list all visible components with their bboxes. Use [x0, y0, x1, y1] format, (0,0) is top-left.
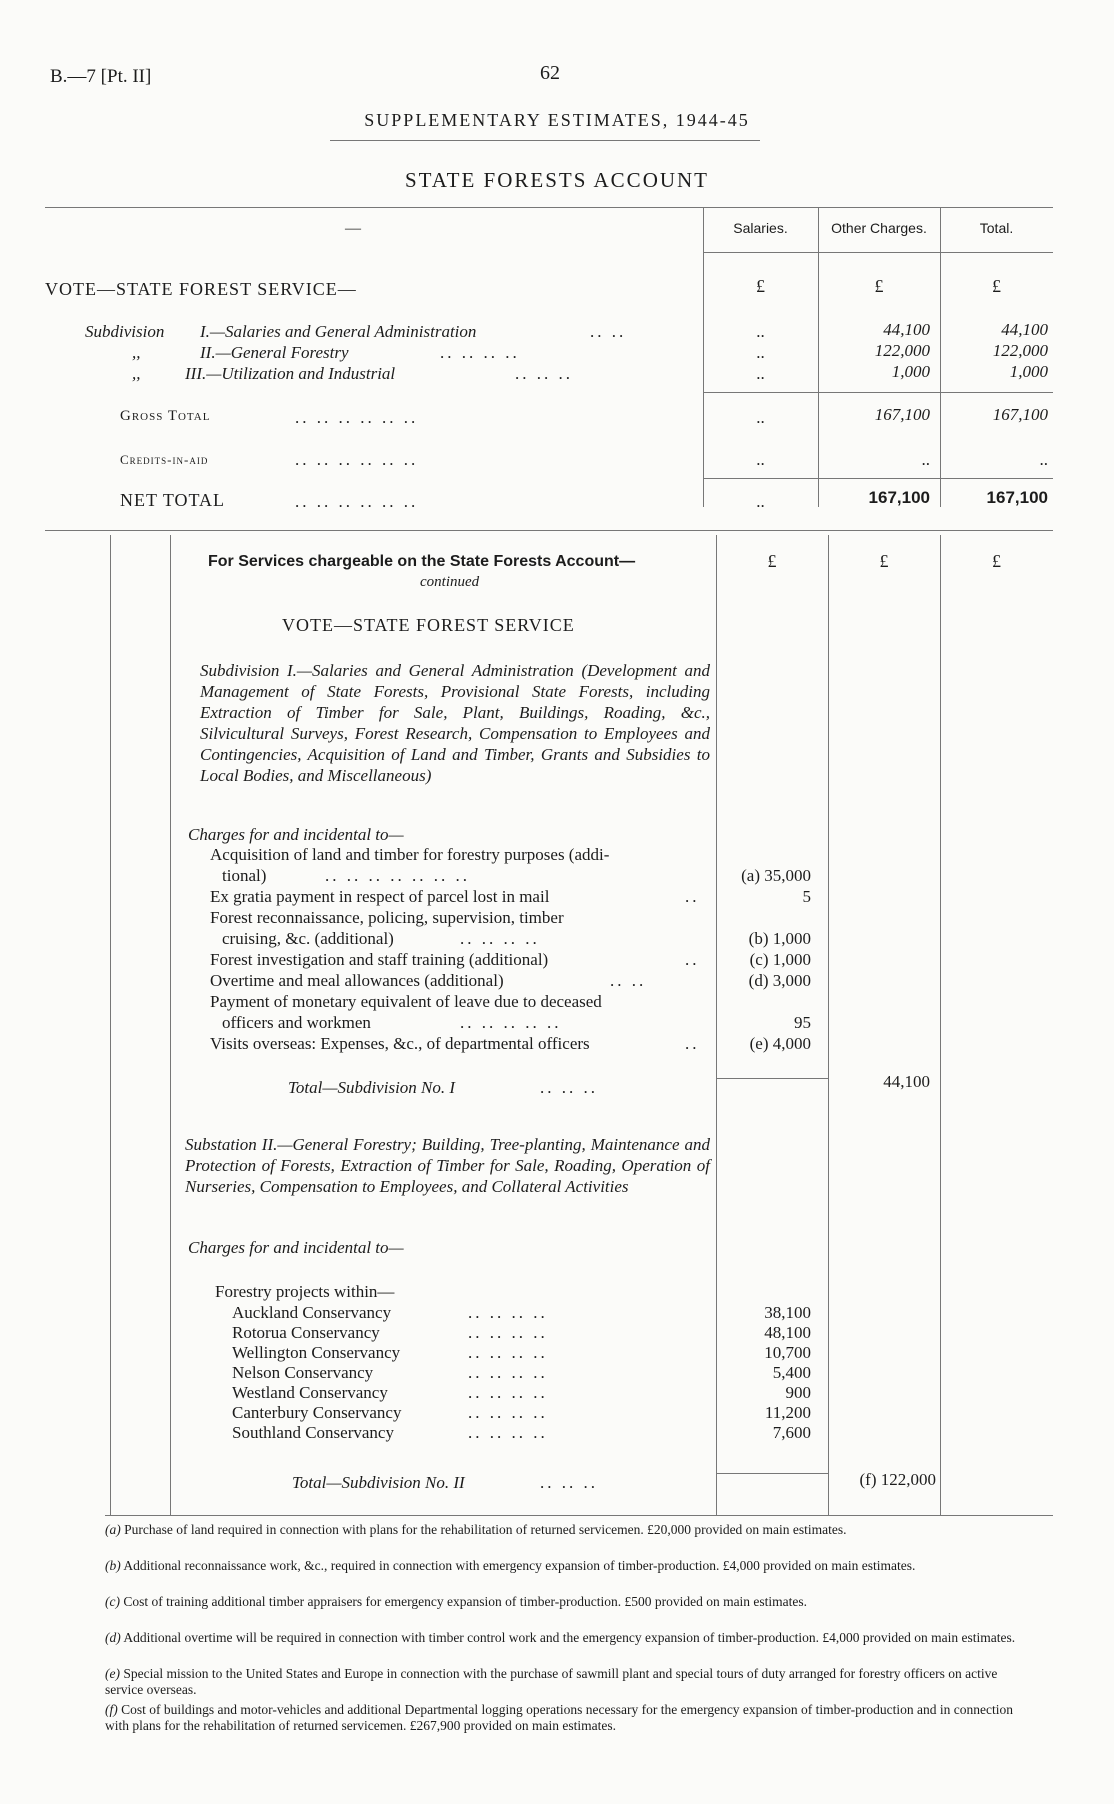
row-dots: .. .. ..	[515, 364, 573, 383]
sub1-item-dots: ..	[685, 887, 700, 906]
sub2-total-rule	[716, 1473, 828, 1474]
footnote-tag: (f)	[105, 1702, 118, 1717]
net-other: 167,100	[868, 488, 930, 507]
detail-heading: For Services chargeable on the State Forests Account—	[208, 553, 636, 570]
sub2-item-amount: 5,400	[772, 1363, 811, 1382]
sub2-total-dots: .. .. ..	[540, 1473, 598, 1492]
summary-top-rule	[45, 207, 1053, 208]
footnote	[105, 1666, 1020, 1698]
row-label: II.—General Forestry	[200, 343, 349, 362]
footnote-text: Cost of training additional timber appraisers for emergency expansion of timber-production. £500 provided on main estimates.	[123, 1594, 808, 1609]
detail-col-divider-2	[828, 535, 829, 1515]
sub2-description: Substation II.—General Forestry; Building, Tree-planting, Maintenance and Protection of Forests, Extraction of Timber for Sale, Roading, Operation of Nurseries, Compensation to Employees, and Collateral Activities	[185, 1135, 710, 1196]
sub2-total-label: Total—Subdivision No. II	[292, 1473, 465, 1492]
currency-total: £	[992, 276, 1001, 296]
row-salaries: ..	[756, 364, 765, 383]
net-rule	[703, 478, 1053, 479]
footnote-text: Additional overtime will be required in connection with timber control work and the emergency expansion of timber-production. £4,000 provided on main estimates.	[123, 1630, 1016, 1645]
sub2-item-amount: 7,600	[772, 1423, 811, 1442]
footnote-tag: (d)	[105, 1630, 121, 1645]
sub1-item-line1: Forest reconnaissance, policing, supervision, timber	[210, 908, 564, 927]
detail-currency-1: £	[767, 551, 777, 571]
sub1-item-dots: ..	[685, 1034, 700, 1053]
gross-salaries: ..	[756, 408, 765, 427]
sub1-item-line1: Overtime and meal allowances (additional)	[210, 971, 504, 990]
sub1-item-dots: .. .. .. ..	[460, 929, 540, 948]
gross-total-label: Gross Total	[120, 408, 211, 424]
sub2-item-dots: .. .. .. ..	[468, 1403, 548, 1422]
detail-left-border	[110, 535, 111, 1515]
row-label-prefix: ,,	[132, 364, 141, 383]
row-label-prefix: ,,	[132, 343, 141, 362]
sub2-item-amount: 11,200	[764, 1403, 811, 1422]
sub2-item-dots: .. .. .. ..	[468, 1303, 548, 1322]
row-total: 44,100	[1001, 320, 1048, 339]
sub1-item-dots: .. .. .. .. .. .. ..	[325, 866, 470, 885]
detail-col-divider-3	[940, 535, 941, 1515]
row-salaries: ..	[756, 322, 765, 341]
document-reference: B.—7 [Pt. II]	[50, 66, 152, 87]
net-salaries: ..	[756, 492, 765, 511]
sub1-item-dots: .. ..	[610, 971, 647, 990]
currency-salaries: £	[756, 276, 765, 296]
sub2-item-dots: .. .. .. ..	[468, 1383, 548, 1402]
credits-dots: .. .. .. .. .. ..	[295, 450, 419, 469]
detail-currency-2: £	[879, 551, 889, 571]
sub1-item-amount: 95	[794, 1013, 811, 1032]
sub2-item-dots: .. .. .. ..	[468, 1343, 548, 1362]
sub2-item-dots: .. .. .. ..	[468, 1323, 548, 1342]
sub1-item-dots: .. .. .. .. ..	[460, 1013, 562, 1032]
sub2-item-label: Auckland Conservancy	[232, 1303, 392, 1322]
sub2-charges-label: Charges for and incidental to—	[188, 1238, 404, 1257]
footnote-text: Additional reconnaissance work, &c., required in connection with emergency expansion of timber-production. £4,000 provided on main estimates.	[123, 1558, 916, 1573]
sub1-item-line2: cruising, &c. (additional)	[222, 929, 394, 948]
footnote-tag: (a)	[105, 1522, 121, 1537]
header-salaries: Salaries.	[733, 220, 788, 236]
sub1-total-label: Total—Subdivision No. I	[288, 1078, 456, 1097]
sub1-item-line1: Payment of monetary equivalent of leave due to deceased	[210, 992, 602, 1011]
row-other: 122,000	[874, 341, 930, 360]
sub2-item-dots: .. .. .. ..	[468, 1423, 548, 1442]
sub1-item-dots: ..	[685, 950, 700, 969]
sub1-total-rule	[716, 1078, 828, 1079]
sub1-item-amount: (e) 4,000	[749, 1034, 811, 1053]
sub2-item-label: Westland Conservancy	[232, 1383, 388, 1402]
sub1-item-line1: Acquisition of land and timber for forestry purposes (addi-	[210, 845, 610, 864]
gross-total: 167,100	[992, 405, 1048, 424]
row-other: 1,000	[891, 362, 930, 381]
sub1-item-amount: (a) 35,000	[741, 866, 811, 885]
row-dots: .. .. .. ..	[440, 343, 520, 362]
row-dots: .. ..	[590, 322, 627, 341]
sub1-item-line1: Ex gratia payment in respect of parcel lost in mail	[210, 887, 550, 906]
header-other-charges: Other Charges.	[831, 220, 927, 236]
currency-other: £	[874, 276, 884, 296]
sub1-total-amount: 44,100	[883, 1072, 930, 1091]
sub2-item-amount: 10,700	[764, 1343, 811, 1362]
net-total-label: NET TOTAL	[120, 490, 226, 510]
row-label: I.—Salaries and General Administration	[200, 322, 477, 341]
gross-rule	[703, 392, 1053, 393]
row-total: 122,000	[992, 341, 1048, 360]
detail-continued: continued	[420, 574, 480, 590]
row-salaries: ..	[756, 343, 765, 362]
credits-other: ..	[921, 450, 930, 469]
sub1-charges-label: Charges for and incidental to—	[188, 825, 404, 844]
title-rule	[330, 140, 760, 141]
summary-vote-title: VOTE—STATE FOREST SERVICE—	[45, 279, 357, 299]
gross-dots: .. .. .. .. .. ..	[295, 408, 419, 427]
sub2-item-amount: 48,100	[764, 1323, 811, 1342]
net-dots: .. .. .. .. .. ..	[295, 492, 419, 511]
gross-other: 167,100	[874, 405, 930, 424]
summary-header-rule	[703, 252, 1053, 253]
credits-salaries: ..	[756, 450, 765, 469]
detail-currency-3: £	[992, 551, 1001, 571]
footnote-text: Cost of buildings and motor-vehicles and additional Departmental logging operations necessary for the emergency expansion of timber-production and in connection with plans for the rehabilitation of returned servicemen. £267,900 provided on main estimates.	[105, 1702, 1013, 1733]
sub1-item-amount: (b) 1,000	[748, 929, 811, 948]
sub2-item-label: Southland Conservancy	[232, 1423, 394, 1442]
sub2-projects-label: Forestry projects within—	[215, 1282, 395, 1301]
sub2-total-amount: (f) 122,000	[859, 1470, 936, 1489]
footnote-tag: (e)	[105, 1666, 120, 1681]
sub1-item-amount: (d) 3,000	[748, 971, 811, 990]
row-label: III.—Utilization and Industrial	[185, 364, 396, 383]
sub1-total-dots: .. .. ..	[540, 1078, 598, 1097]
sub1-item-line2: tional)	[222, 866, 267, 885]
sub2-item-amount: 900	[785, 1383, 811, 1402]
header-total: Total.	[979, 220, 1014, 236]
page-title: SUPPLEMENTARY ESTIMATES, 1944-45	[364, 110, 750, 130]
credits-label: Credits-in-aid	[120, 452, 209, 467]
footnote	[105, 1522, 1020, 1538]
page-number: 62	[540, 62, 560, 84]
footnote-text: Purchase of land required in connection with plans for the rehabilitation of returned servicemen. £20,000 provided on main estimates.	[124, 1522, 847, 1537]
credits-total: ..	[1039, 450, 1048, 469]
footnote	[105, 1558, 1020, 1574]
net-total: 167,100	[986, 488, 1048, 507]
detail-vote-title: VOTE—STATE FOREST SERVICE	[282, 615, 575, 635]
sub1-item-line2: officers and workmen	[222, 1013, 371, 1032]
footnote-tag: (b)	[105, 1558, 121, 1573]
summary-bottom-rule	[45, 530, 1053, 531]
footnote	[105, 1702, 1020, 1734]
sub1-item-line1: Visits overseas: Expenses, &c., of departmental officers	[210, 1034, 590, 1053]
sub1-description: Subdivision I.—Salaries and General Administration (Development and Management of State Forests, Provisional State Forests, including Extraction of Timber for Sale, Plant, Buildings, Roading, &c., Silvicultural Surveys, Forest Research, Compensation to Employees and Contingencies, Acquisition of Land and Timber, Grants and Subsidies to Local Bodies, and Miscellaneous)	[200, 661, 710, 785]
detail-inner-border	[170, 535, 171, 1515]
account-title: STATE FORESTS ACCOUNT	[404, 168, 710, 192]
row-label-prefix: Subdivision	[85, 322, 165, 341]
sub2-item-label: Nelson Conservancy	[232, 1363, 374, 1382]
sub2-item-label: Wellington Conservancy	[232, 1343, 401, 1362]
sub2-item-label: Rotorua Conservancy	[232, 1323, 380, 1342]
sub1-item-line1: Forest investigation and staff training (additional)	[210, 950, 549, 969]
sub2-item-label: Canterbury Conservancy	[232, 1403, 402, 1422]
footnote	[105, 1594, 1020, 1610]
sub1-item-amount: 5	[802, 887, 811, 906]
footnote-text: Special mission to the United States and Europe in connection with the purchase of sawmill plant and special tours of duty arranged for forestry officers on active service overseas.	[105, 1666, 998, 1697]
footnote-tag: (c)	[105, 1594, 120, 1609]
sub2-item-amount: 38,100	[764, 1303, 811, 1322]
footnote-rule	[105, 1515, 1053, 1516]
sub2-item-dots: .. .. .. ..	[468, 1363, 548, 1382]
footnote	[105, 1630, 1020, 1646]
row-other: 44,100	[883, 320, 930, 339]
header-blank: —	[345, 220, 361, 237]
row-total: 1,000	[1009, 362, 1048, 381]
sub1-item-amount: (c) 1,000	[749, 950, 811, 969]
